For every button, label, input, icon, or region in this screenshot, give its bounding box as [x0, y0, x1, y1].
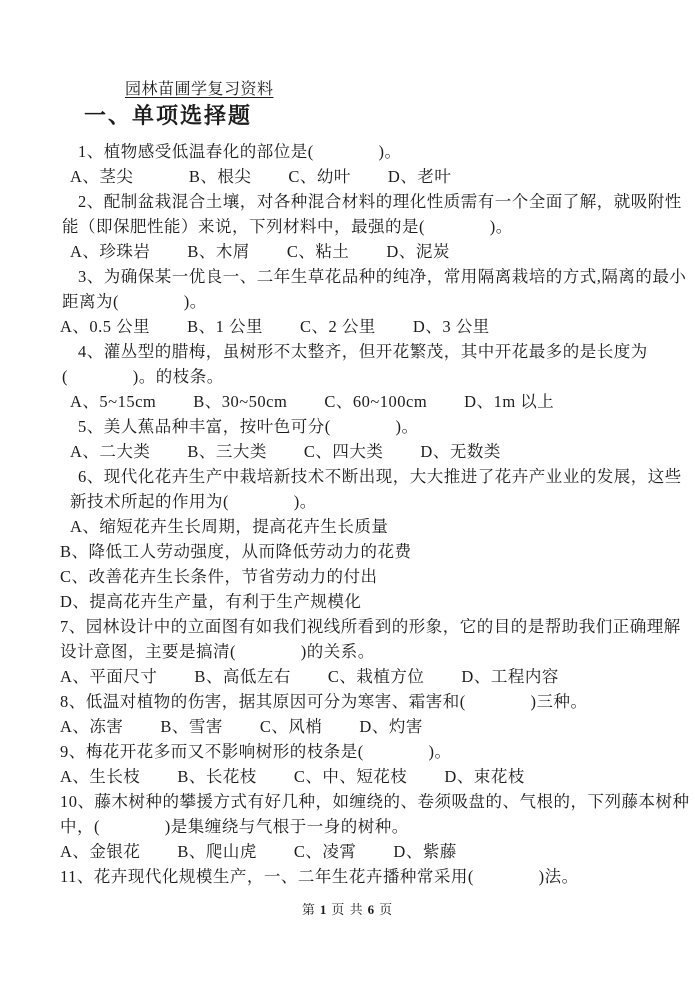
q2-options: A、珍珠岩 B、木屑 C、粘土 D、泥炭 — [70, 242, 450, 261]
q7-text-1: 7、园林设计中的立面图有如我们视线所看到的形象，它的目的是帮助我们正确理解 — [60, 617, 681, 636]
q4-text-2: ( )。的枝条。 — [62, 367, 224, 386]
q5-options: A、二大类 B、三大类 C、四大类 D、无数类 — [70, 442, 501, 461]
q3-text-1: 3、为确保某一优良一、二年生草花品种的纯净，常用隔离栽培的方式,隔离的最小 — [78, 267, 687, 286]
q11-text: 11、花卉现代化规模生产，一、二年生花卉播种常采用( )法。 — [60, 867, 579, 886]
footer-current-page: 1 — [319, 902, 328, 917]
q6-option-c: C、改善花卉生长条件，节省劳动力的付出 — [60, 567, 378, 586]
q4-text-1: 4、灌丛型的腊梅，虽树形不太整齐，但开花繁茂，其中开花最多的是长度为 — [78, 342, 648, 361]
q6-option-a: A、缩短花卉生长周期，提高花卉生长质量 — [70, 517, 389, 536]
q3-options: A、0.5 公里 B、1 公里 C、2 公里 D、3 公里 — [60, 317, 490, 336]
q7-text-2: 设计意图，主要是搞清( )的关系。 — [60, 642, 375, 661]
q8-options: A、冻害 B、雪害 C、风梢 D、灼害 — [60, 717, 423, 736]
footer-label-of: 页 共 — [331, 902, 364, 917]
q2-text-1: 2、配制盆栽混合土壤，对各种混合材料的理化性质需有一个全面了解，就吸附性 — [78, 192, 682, 211]
q8-text: 8、低温对植物的伤害，据其原因可分为寒害、霜害和( )三种。 — [60, 692, 588, 711]
q1-options: A、茎尖 B、根尖 C、幼叶 D、老叶 — [70, 167, 452, 186]
q6-option-b: B、降低工人劳动强度，从而降低劳动力的花费 — [60, 542, 412, 561]
footer-label-page: 第 — [301, 902, 316, 917]
question-list — [0, 139, 695, 889]
document-title: 园林苗圃学复习资料 — [125, 81, 274, 98]
q1-text: 1、植物感受低温春化的部位是( )。 — [78, 142, 402, 161]
q7-options: A、平面尺寸 B、高低左右 C、栽植方位 D、工程内容 — [60, 667, 559, 686]
q10-text-2: 中，( )是集缠绕与气根于一身的树种。 — [60, 817, 409, 836]
q3-text-2: 距离为( )。 — [62, 292, 207, 311]
q9-options: A、生长枝 B、长花枝 C、中、短花枝 D、束花枝 — [60, 767, 525, 786]
q9-text: 9、梅花开花多而又不影响树形的枝条是( )。 — [60, 742, 452, 761]
q10-options: A、金银花 B、爬山虎 C、凌霄 D、紫藤 — [60, 842, 457, 861]
q10-text-1: 10、藤木树种的攀援方式有好几种，如缠绕的、卷须吸盘的、气根的，下列藤本树种 — [60, 792, 690, 811]
footer-total-pages: 6 — [367, 902, 376, 917]
q6-text-1: 6、现代化花卉生产中栽培新技术不断出现，大大推进了花卉产业业的发展，这些 — [78, 467, 682, 486]
q5-text: 5、美人蕉品种丰富，按叶色可分( )。 — [78, 417, 419, 436]
footer-label-pages: 页 — [379, 902, 394, 917]
q4-options: A、5~15cm B、30~50cm C、60~100cm D、1m 以上 — [70, 392, 555, 411]
q2-text-2: 能（即保肥性能）来说，下列材料中，最强的是( )。 — [62, 217, 513, 236]
q6-text-2: 新技术所起的作用为( )。 — [70, 492, 317, 511]
section-heading: 一、单项选择题 — [84, 103, 253, 128]
q6-option-d: D、提高花卉生产量，有利于生产规模化 — [60, 592, 362, 611]
page-footer — [0, 899, 695, 918]
